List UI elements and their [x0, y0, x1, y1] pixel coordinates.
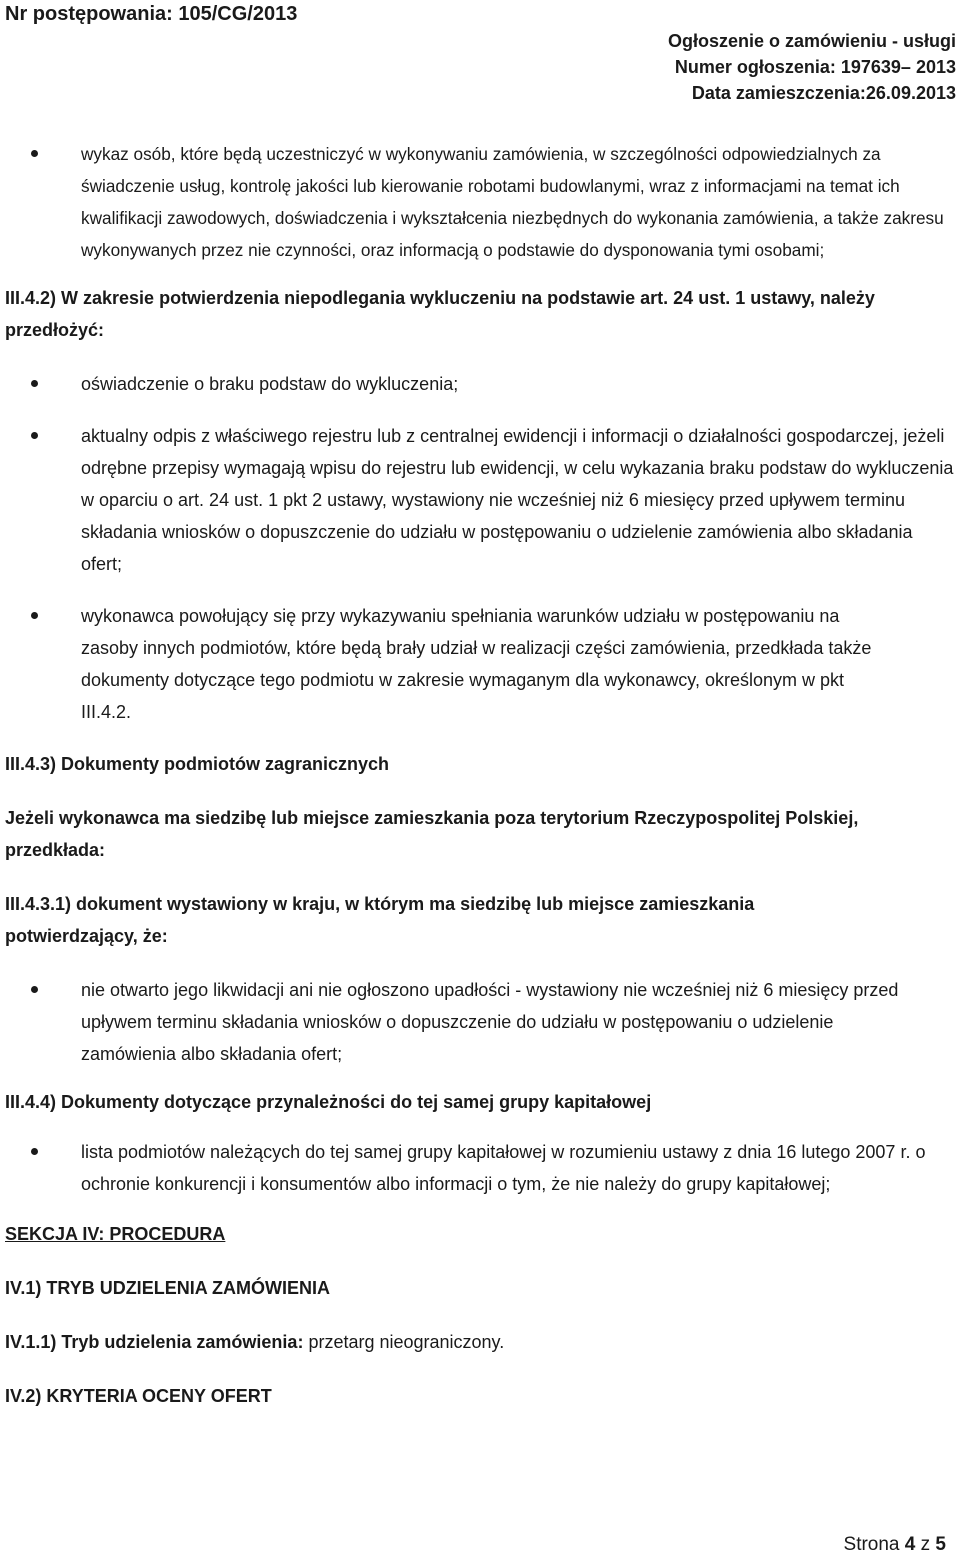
- notice-number: Numer ogłoszenia: 197639– 2013: [674, 57, 956, 77]
- section-heading-iv-2: IV.2) KRYTERIA OCENY OFERT: [5, 1386, 272, 1406]
- section-heading-iv-1: IV.1) TRYB UDZIELENIA ZAMÓWIENIA: [5, 1278, 331, 1298]
- list-item: oświadczenie o braku podstaw do wykluczenia;: [5, 368, 957, 400]
- capital-group-list: [5, 1136, 957, 1200]
- section-heading-iii-4-2: III.4.2) W zakresie potwierdzenia niepodlegania wykluczeniu na podstawie art. 24 ust. 1 ustawy, należy przedłożyć:: [5, 288, 875, 340]
- list-item: aktualny odpis z właściwego rejestru lub z centralnej ewidencji i informacji o działalności gospodarczej, jeżeli odrębne przepisy wymagają wpisu do rejestru lub ewidencji, w celu wykazania braku podstaw do wykluczenia w oparciu o art. 24 ust. 1 pkt 2 ustawy, wystawiony nie wcześniej niż 6 miesięcy przed upływem terminu składania wniosków o dopuszczenie do udziału w postępowaniu o udzielenie zamówienia albo składania ofert;: [5, 420, 957, 580]
- section-heading-iii-4-3: III.4.3) Dokumenty podmiotów zagranicznych: [5, 754, 390, 774]
- list-item: nie otwarto jego likwidacji ani nie ogłoszono upadłości - wystawiony nie wcześniej niż 6 miesięcy przed upływem terminu składania wniosków o dopuszczenie do udziału w postępowaniu o udzielenie zamówienia albo składania ofert;: [5, 974, 901, 1070]
- page-number: [844, 1533, 946, 1557]
- section-heading-iii-4-4: III.4.4) Dokumenty dotyczące przynależności do tej samej grupy kapitałowej: [5, 1092, 652, 1112]
- procedure-type-value: przetarg nieograniczony.: [303, 1332, 505, 1352]
- procedure-type-label: IV.1.1) Tryb udzielenia zamówienia:: [5, 1332, 304, 1352]
- personnel-list: [5, 138, 957, 266]
- procedure-type-line: [5, 1326, 957, 1358]
- case-number: Nr postępowania: 105/CG/2013: [5, 3, 298, 25]
- list-item: wykonawca powołujący się przy wykazywaniu spełniania warunków udziału w postępowaniu na zasoby innych podmiotów, które będą brały udział w realizacji części zamówienia, przedkłada także dokumenty dotyczące tego podmiotu w zakresie wymaganym dla wykonawcy, określonym w pkt III.4.2.: [5, 600, 891, 728]
- page-of: z: [915, 1534, 936, 1555]
- list-item: lista podmiotów należących do tej samej grupy kapitałowej w rozumieniu ustawy z dnia 16 lutego 2007 r. o ochronie konkurencji i konsumentów albo informacji o tym, że nie należy do grupy kapitałowej;: [5, 1136, 960, 1200]
- section-iv-title: SEKCJA IV: PROCEDURA: [5, 1224, 226, 1244]
- page-total: 5: [935, 1534, 946, 1555]
- page-current: 4: [904, 1534, 916, 1555]
- list-item: wykaz osób, które będą uczestniczyć w wykonywaniu zamówienia, w szczególności odpowiedzialnych za świadczenie usług, kontrolę jakości lub kierowanie robotami budowlanymi, wraz z informacjami na temat ich kwalifikacji zawodowych, doświadczenia i wykształcenia niezbędnych do wykonania zamówienia, a także zakresu wykonywanych przez nie czynności, oraz informacją o podstawie do dysponowania tymi osobami;: [5, 138, 951, 266]
- page-word: Strona: [843, 1534, 905, 1555]
- exclusion-documents-list: [5, 368, 957, 728]
- publish-date: Data zamieszczenia:26.09.2013: [691, 83, 956, 103]
- notice-header: [668, 28, 956, 106]
- document-body: [5, 138, 957, 1412]
- doc-type: Ogłoszenie o zamówieniu - usługi: [667, 31, 956, 51]
- section-heading-iii-4-3-1: III.4.3.1) dokument wystawiony w kraju, w którym ma siedzibę lub miejsce zamieszkania potwierdzający, że:: [5, 894, 755, 946]
- foreign-documents-list: [5, 974, 957, 1070]
- foreign-entities-heading: Jeżeli wykonawca ma siedzibę lub miejsce zamieszkania poza terytorium Rzeczypospolitej Polskiej, przedkłada:: [5, 808, 859, 860]
